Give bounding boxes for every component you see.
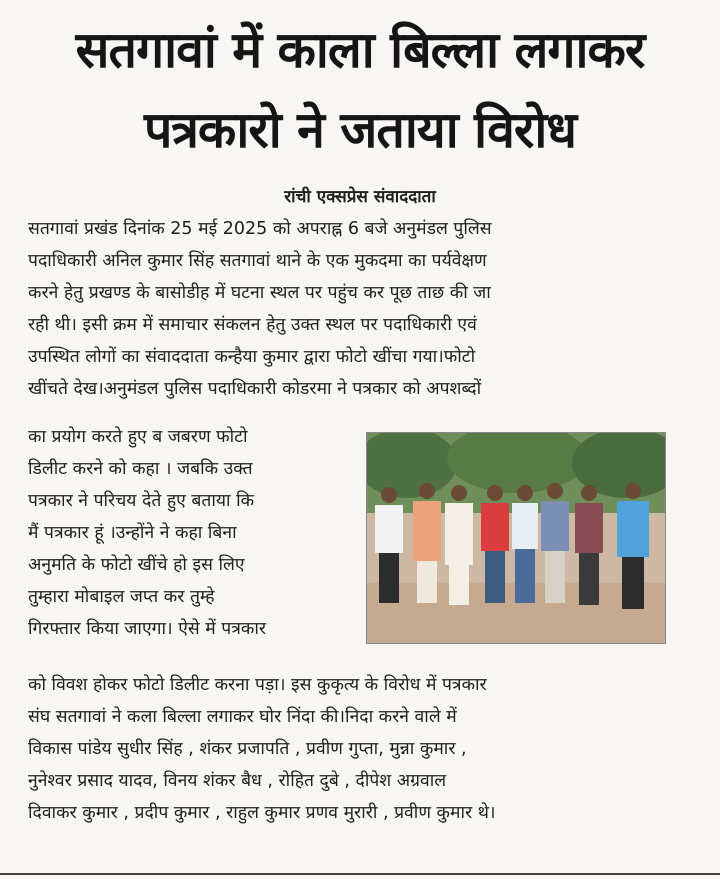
headline-line-1: सतगावां में काला बिल्ला लगाकर (75, 21, 645, 79)
body-line: संघ सतगावां ने कला बिल्ला लगाकर घोर निंदा की।निदा करने वाले में (28, 707, 457, 727)
body-line: पत्रकार ने परिचय देते हुए बताया कि (28, 491, 255, 511)
body-line: डिलीट करने को कहा । जबकि उक्त (28, 459, 253, 479)
body-line: उपस्थित लोगों का संवाददाता कन्हैया कुमार द्वारा फोटो खींचा गया।फोटो (28, 347, 476, 367)
byline: रांची एक्सप्रेस संवाददाता (284, 187, 436, 207)
bottom-divider (0, 873, 720, 875)
body-line: को विवश होकर फोटो डिलीट करना पड़ा। इस कुकृत्य के विरोध में पत्रकार (28, 675, 487, 695)
body-line: दिवाकर कुमार , प्रदीप कुमार , राहुल कुमार प्रणव मुरारी , प्रवीण कुमार थे। (28, 803, 496, 823)
body-line: मैं पत्रकार हूं ।उन्होंने ने कहा बिना (28, 523, 237, 543)
body-line: का प्रयोग करते हुए ब जबरण फोटो (28, 427, 248, 447)
body-line: रही थी। इसी क्रम में समाचार संकलन हेतु उक्त स्थल पर पदाधिकारी एवं (28, 315, 477, 335)
body-line: खींचते देख।अनुमंडल पुलिस पदाधिकारी कोडरमा ने पत्रकार को अपशब्दों (28, 379, 482, 399)
body-line: पदाधिकारी अनिल कुमार सिंह सतगावां थाने के एक मुकदमा का पर्यवेक्षण (28, 251, 487, 271)
body-line: विकास पांडेय सुधीर सिंह , शंकर प्रजापति , प्रवीण गुप्ता, मुन्ना कुमार , (28, 739, 467, 759)
headline-line-2: पत्रकारो ने जताया विरोध (143, 101, 577, 159)
group-photo-icon (367, 433, 665, 643)
group-photo (366, 432, 666, 644)
body-line: सतगावां प्रखंड दिनांक 25 मई 2025 को अपराह्न 6 बजे अनुमंडल पुलिस (28, 219, 492, 239)
body-line: गिरफ्तार किया जाएगा। ऐसे में पत्रकार (28, 619, 267, 639)
body-line: करने हेतु प्रखण्ड के बासोडीह में घटना स्थल पर पहुंच कर पूछ ताछ की जा (28, 283, 491, 303)
body-line: नुनेश्वर प्रसाद यादव, विनय शंकर बैध , रोहित दुबे , दीपेश अग्रवाल (28, 771, 447, 791)
body-line: अनुमति के फोटो खींचे हो इस लिए (28, 555, 245, 575)
body-line: तुम्हारा मोबाइल जप्त कर तुम्हे (28, 587, 215, 607)
